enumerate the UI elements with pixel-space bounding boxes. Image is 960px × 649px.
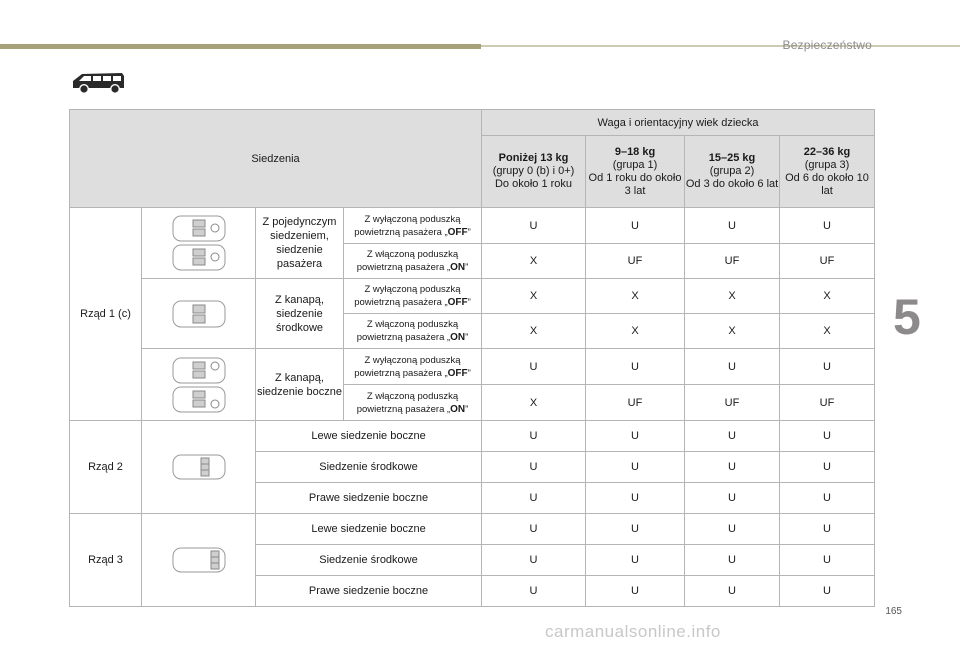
cell-value: UF [780, 385, 875, 421]
cell-value: U [586, 545, 685, 576]
airbag-option: Z włączoną poduszką powietrzną pasażera „ON” [344, 314, 482, 349]
seat-name: Prawe siedzenie boczne [256, 576, 482, 607]
column-header-group-1: 9–18 kg (grupa 1) Od 1 roku do około 3 lat [586, 136, 685, 208]
cell-value: U [780, 576, 875, 607]
cell-value: U [586, 514, 685, 545]
seat-layout-icon [142, 279, 256, 349]
cell-value: U [586, 483, 685, 514]
cell-value: U [482, 421, 586, 452]
cell-value: U [685, 483, 780, 514]
cell-value: U [780, 452, 875, 483]
cell-value: U [586, 576, 685, 607]
cell-value: X [482, 279, 586, 314]
cell-value: X [780, 314, 875, 349]
cell-value: U [482, 349, 586, 385]
cell-value: X [482, 244, 586, 279]
cell-value: X [586, 314, 685, 349]
cell-value: U [586, 349, 685, 385]
seat-name: Siedzenie środkowe [256, 452, 482, 483]
cell-value: U [586, 421, 685, 452]
table-row [70, 421, 875, 452]
page-number: 165 [885, 606, 902, 617]
row-label-row2: Rząd 2 [70, 421, 142, 514]
seat-name: Siedzenie środkowe [256, 545, 482, 576]
cell-value: U [685, 545, 780, 576]
airbag-option: Z wyłączoną poduszką powietrzną pasażera „OFF” [344, 349, 482, 385]
table-row [70, 279, 875, 314]
cell-value: U [780, 514, 875, 545]
cell-value: U [780, 349, 875, 385]
seat-name: Lewe siedzenie boczne [256, 514, 482, 545]
header-rule [481, 45, 960, 47]
cell-value: UF [586, 385, 685, 421]
airbag-option: Z włączoną poduszką powietrzną pasażera „ON” [344, 385, 482, 421]
table-row [70, 514, 875, 545]
table-corner-header: Siedzenia [70, 110, 482, 208]
cell-value: U [586, 452, 685, 483]
cell-value: UF [685, 385, 780, 421]
cell-value: UF [586, 244, 685, 279]
seat-layout-icon [142, 208, 256, 279]
cell-value: U [780, 483, 875, 514]
chapter-number: 5 [893, 289, 921, 345]
van-icon [70, 68, 126, 96]
cell-value: U [482, 545, 586, 576]
airbag-option: Z wyłączoną poduszką powietrzną pasażera „OFF” [344, 208, 482, 244]
cell-value: U [780, 545, 875, 576]
cell-value: U [482, 514, 586, 545]
cell-value: X [586, 279, 685, 314]
cell-value: U [685, 421, 780, 452]
cell-value: U [685, 208, 780, 244]
watermark: carmanualsonline.info [545, 622, 721, 641]
cell-value: U [780, 208, 875, 244]
cell-value: X [685, 314, 780, 349]
seat-category: Z kanapą, siedzenie środkowe [256, 279, 344, 349]
cell-value: U [482, 208, 586, 244]
seat-category: Z pojedynczym siedzeniem, siedzenie pasażera [256, 208, 344, 279]
cell-value: X [482, 314, 586, 349]
cell-value: UF [685, 244, 780, 279]
seat-category: Z kanapą, siedzenie boczne [256, 349, 344, 421]
cell-value: U [685, 349, 780, 385]
cell-value: U [482, 483, 586, 514]
cell-value: UF [780, 244, 875, 279]
column-header-group-2: 15–25 kg (grupa 2) Od 3 do około 6 lat [685, 136, 780, 208]
seat-layout-icon [142, 421, 256, 514]
airbag-option: Z wyłączoną poduszką powietrzną pasażera „OFF” [344, 279, 482, 314]
cell-value: X [685, 279, 780, 314]
seat-layout-icon [142, 514, 256, 607]
seat-layout-icon [142, 349, 256, 421]
section-title: Bezpieczeństwo [782, 38, 872, 52]
cell-value: U [685, 452, 780, 483]
airbag-option: Z włączoną poduszką powietrzną pasażera „ON” [344, 244, 482, 279]
cell-value: X [780, 279, 875, 314]
weight-age-group-header: Waga i orientacyjny wiek dziecka [482, 110, 875, 136]
column-header-group-0: Poniżej 13 kg (grupy 0 (b) i 0+) Do około 1 roku [482, 136, 586, 208]
cell-value: U [586, 208, 685, 244]
cell-value: U [780, 421, 875, 452]
table-row [70, 349, 875, 385]
row-label-row1: Rząd 1 (c) [70, 208, 142, 421]
cell-value: U [685, 576, 780, 607]
column-header-group-3: 22–36 kg (grupa 3) Od 6 do około 10 lat [780, 136, 875, 208]
header-accent-bar [0, 44, 481, 49]
cell-value: X [482, 385, 586, 421]
child-seat-table [69, 109, 875, 607]
seat-name: Prawe siedzenie boczne [256, 483, 482, 514]
row-label-row3: Rząd 3 [70, 514, 142, 607]
seat-name: Lewe siedzenie boczne [256, 421, 482, 452]
cell-value: U [685, 514, 780, 545]
table-row [70, 208, 875, 244]
cell-value: U [482, 452, 586, 483]
cell-value: U [482, 576, 586, 607]
